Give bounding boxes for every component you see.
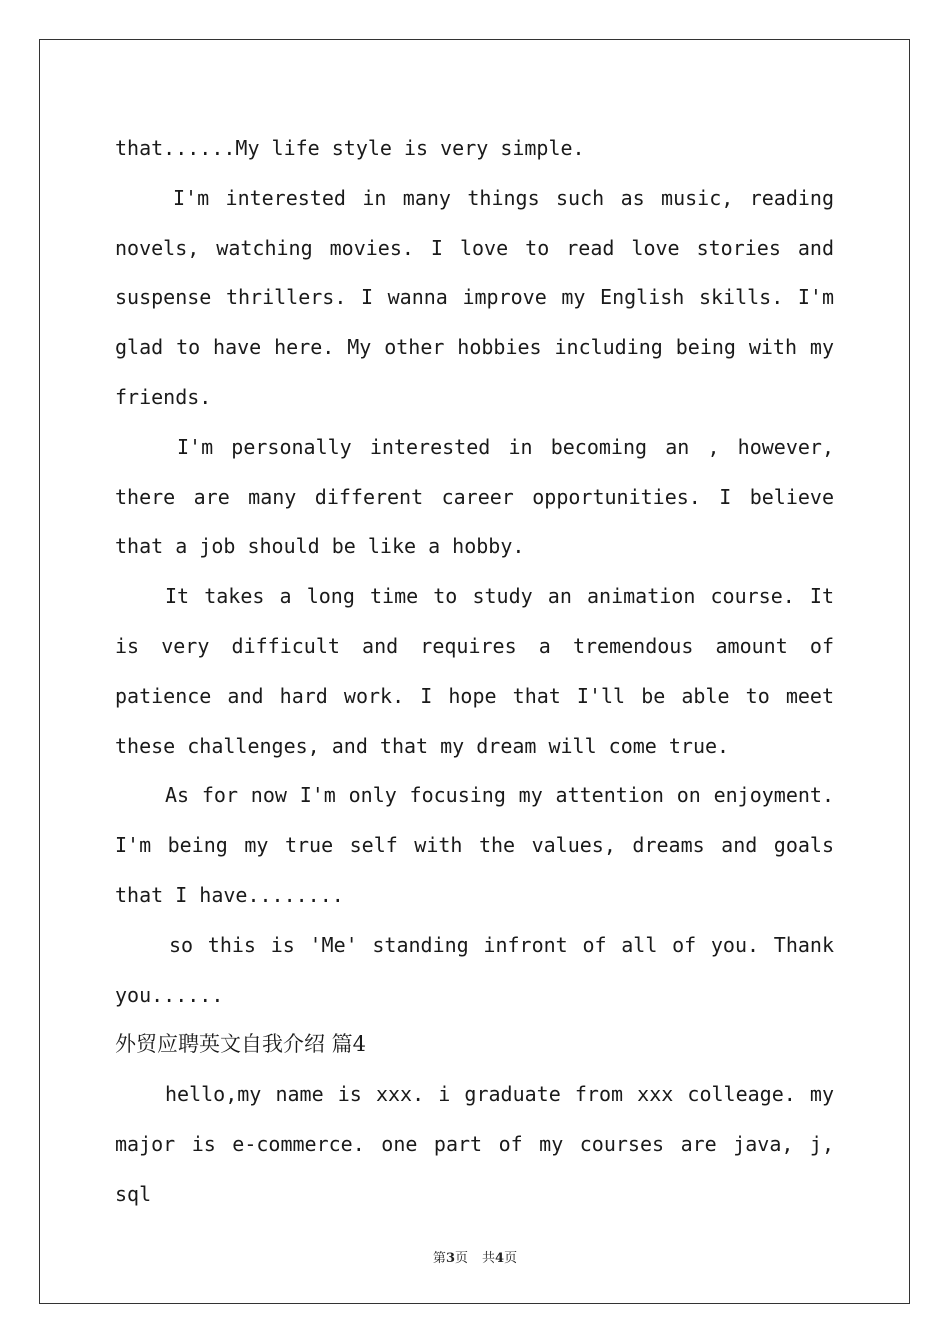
paragraph-animation-course: It takes a long time to study an animation course. It is very difficult and requires a tremendous amount of patience and hard work. I hope that I'll be able to meet these challenges, and that my dream will come true. <box>115 584 834 758</box>
section-heading: 外贸应聘英文自我介绍 篇4 <box>115 1032 367 1057</box>
paragraph-enjoyment: As for now I'm only focusing my attention on enjoyment. I'm being my true self with the values, dreams and goals that I have........ <box>115 783 834 907</box>
paragraph-continuation: that......My life style is very simple. <box>115 136 585 160</box>
page-suffix: 页 <box>454 1251 468 1266</box>
paragraph-interests: I'm interested in many things such as music, reading novels, watching movies. I love to read love stories and suspense thrillers. I wanna improve my English skills. I'm glad to have here. My other hobbies including being with my friends. <box>115 185 834 409</box>
total-prefix: 共 <box>482 1251 496 1266</box>
paragraph-section-4-intro: hello,my name is xxx. i graduate from xxx colleage. my major is e-commerce. one part of my courses are java, j, sql <box>115 1082 834 1206</box>
total-suffix: 页 <box>504 1251 518 1266</box>
total-pages: 4 <box>495 1251 505 1266</box>
page-prefix: 第 <box>432 1251 446 1266</box>
page-footer <box>0 1247 950 1266</box>
paragraph-career: I'm personally interested in becoming an , however, there are many different career opportunities. I believe that a job should be like a hobby. <box>115 434 834 559</box>
document-body <box>115 124 834 1220</box>
page-number: 3 <box>445 1251 455 1266</box>
paragraph-closing: so this is 'Me' standing infront of all of you. Thank you...... <box>115 932 834 1007</box>
